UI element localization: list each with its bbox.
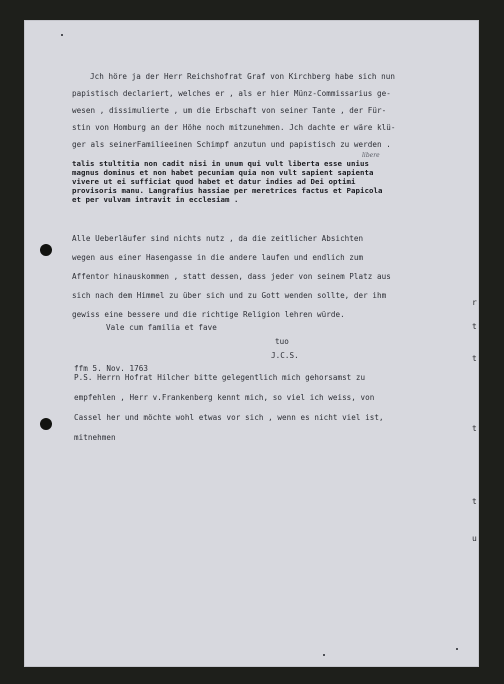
punch-hole <box>40 244 52 256</box>
para1-line: Jch höre ja der Herr Reichshofrat Graf von Kirchberg habe sich nun <box>90 72 396 81</box>
para1-line: ger als seinerFamilieeinen Schimpf anzutun und papistisch zu werden . <box>72 140 391 149</box>
para2-line: wegen aus einer Hasengasse in die andere laufen und endlich zum <box>72 253 364 262</box>
letter-sheet <box>24 20 479 667</box>
para2-line: Affentor hinauskommen , statt dessen, dass jeder von seinem Platz aus <box>72 272 391 281</box>
latin-line: magnus dominus et non habet pecuniam quia non vult sapient sapienta <box>72 168 374 177</box>
edge-mark: u <box>472 534 477 543</box>
paper-speck <box>456 648 458 650</box>
edge-mark: t <box>472 424 477 433</box>
punch-hole <box>40 418 52 430</box>
para2-line: Alle Ueberläufer sind nichts nutz , da die zeitlicher Absichten <box>72 234 364 243</box>
para2-line: sich nach dem Himmel zu über sich und zu Gott wenden sollte, der ihm <box>72 291 387 300</box>
postscript-line: mitnehmen <box>74 433 116 442</box>
latin-line: provisoris manu. Langrafius hassiae per meretrices factus et Papicola <box>72 186 383 195</box>
edge-mark: t <box>472 322 477 331</box>
edge-mark: t <box>472 497 477 506</box>
paper-speck <box>61 34 63 36</box>
closing-line: Vale cum familia et fave <box>106 323 217 332</box>
para2-line: gewiss eine bessere und die richtige Religion lehren würde. <box>72 310 345 319</box>
handwritten-insert: libere <box>362 152 380 159</box>
edge-mark: r <box>472 298 477 307</box>
edge-mark: t <box>472 354 477 363</box>
para1-line: papistisch declariert, welches er , als er hier Münz-Commissarius ge- <box>72 89 391 98</box>
latin-line: et per vulvam intravit in ecclesiam . <box>72 195 239 204</box>
date-line: ffm 5. Nov. 1763 <box>74 364 148 373</box>
signoff-tuo: tuo <box>275 337 289 346</box>
postscript-line: empfehlen , Herr v.Frankenberg kennt mich, so viel ich weiss, von <box>74 393 375 402</box>
postscript-line: Cassel her und möchte wohl etwas vor sich , wenn es nicht viel ist, <box>74 413 384 422</box>
latin-line: vivere ut ei sufficiat quod habet et datur indies ad Dei optimi <box>72 177 356 186</box>
para1-line: wesen , dissimulierte , um die Erbschaft von seiner Tante , der Für- <box>72 106 387 115</box>
paper-speck <box>323 654 325 656</box>
para1-line: stin von Homburg an der Höhe noch mitzunehmen. Jch dachte er wäre klü- <box>72 123 396 132</box>
postscript-line: P.S. Herrn Hofrat Hilcher bitte gelegentlich mich gehorsamst zu <box>74 373 366 382</box>
signoff-initials: J.C.S. <box>271 351 299 360</box>
latin-line: talis stultitia non cadit nisi in unum qui vult liberta esse unius <box>72 159 369 168</box>
